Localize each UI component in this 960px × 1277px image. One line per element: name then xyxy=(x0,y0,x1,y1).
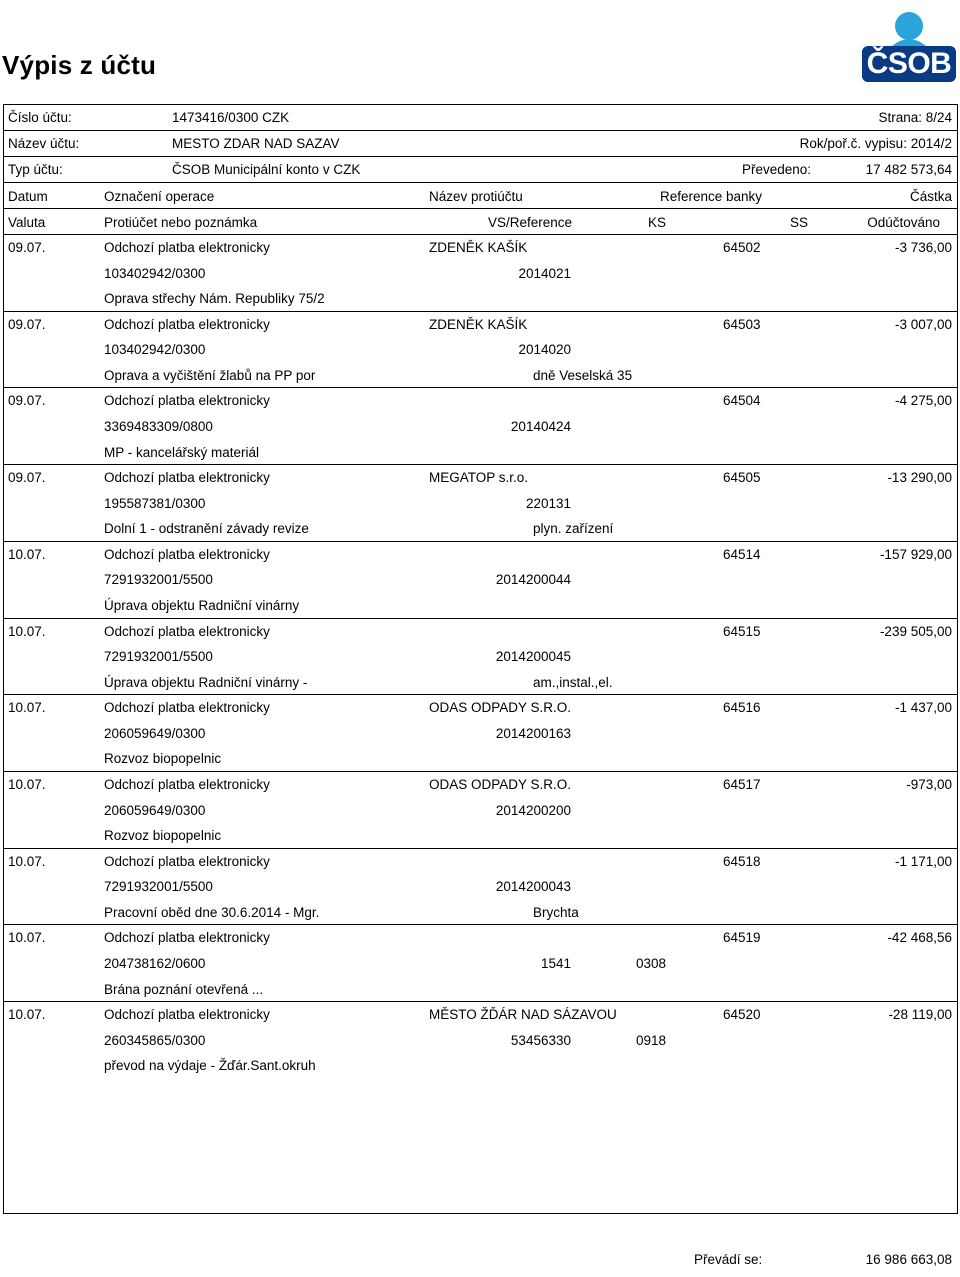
col-vs-ref: VS/Reference xyxy=(488,215,573,230)
divider xyxy=(3,924,958,925)
divider xyxy=(3,130,958,131)
tx-vs: 20140424 xyxy=(510,419,571,434)
tx-counterparty: ZDENĚK KAŠÍK xyxy=(429,240,528,255)
account-type: ČSOB Municipální konto v CZK xyxy=(172,162,361,177)
carried-label: Převedeno: xyxy=(742,162,812,177)
tx-bank-ref: 64520 xyxy=(723,1007,761,1022)
tx-bank-ref: 64502 xyxy=(723,240,761,255)
col-settled: Odúčtováno xyxy=(867,215,940,230)
tx-operation: Odchozí platba elektronicky xyxy=(104,853,270,869)
tx-vs: 1541 xyxy=(540,955,571,971)
statement-number: Rok/poř.č. vypisu: 2014/2 xyxy=(799,136,952,151)
tx-counterparty: MĚSTO ŽĎÁR NAD SÁZAVOU xyxy=(429,1007,617,1022)
logo-wordmark: ČSOB xyxy=(862,46,956,82)
carried-value: 17 482 573,64 xyxy=(865,162,952,177)
divider xyxy=(3,156,958,157)
tx-amount: -157 929,00 xyxy=(879,546,952,562)
tx-vs: 220131 xyxy=(525,495,571,511)
tx-bank-ref: 64514 xyxy=(723,546,761,562)
tx-counteraccount: 7291932001/5500 xyxy=(104,572,213,588)
tx-bank-ref: 64504 xyxy=(723,393,761,409)
divider xyxy=(3,234,958,235)
tx-date: 10.07. xyxy=(8,546,46,562)
tx-note-continued: plyn. zařízení xyxy=(533,521,614,537)
tx-bank-ref: 64505 xyxy=(723,470,761,486)
col-value-date: Valuta xyxy=(8,215,46,230)
col-ss: SS xyxy=(790,215,809,230)
tx-note: Rozvoz biopopelnic xyxy=(104,751,222,767)
tx-counteraccount: 3369483309/0800 xyxy=(104,419,213,434)
tx-note-continued: Brychta xyxy=(533,904,579,920)
col-date: Datum xyxy=(8,189,48,204)
tx-date: 09.07. xyxy=(8,470,46,486)
divider xyxy=(3,541,958,542)
tx-date: 10.07. xyxy=(8,623,46,639)
divider xyxy=(3,618,958,619)
tx-date: 09.07. xyxy=(8,393,46,409)
tx-date: 10.07. xyxy=(8,853,46,869)
tx-counteraccount: 204738162/0600 xyxy=(104,955,206,971)
tx-counteraccount: 7291932001/5500 xyxy=(104,879,213,895)
tx-note: Dolní 1 - odstranění závady revize xyxy=(104,521,309,537)
tx-date: 10.07. xyxy=(8,930,46,946)
page-title: Výpis z účtu xyxy=(2,50,157,80)
tx-bank-ref: 64515 xyxy=(723,623,761,639)
tx-date: 10.07. xyxy=(8,700,46,716)
tx-ks: 0918 xyxy=(636,1032,667,1048)
tx-counteraccount: 103402942/0300 xyxy=(104,265,206,281)
tx-bank-ref: 64519 xyxy=(723,930,761,946)
carry-label: Převádí se: xyxy=(694,1252,763,1267)
tx-amount: -28 119,00 xyxy=(888,1007,952,1022)
account-name: MESTO ZDAR NAD SAZAV xyxy=(172,136,340,151)
tx-counteraccount: 103402942/0300 xyxy=(104,342,206,358)
tx-note: Úprava objektu Radniční vinárny - xyxy=(104,674,308,690)
col-counterparty: Název protiúčtu xyxy=(429,189,523,204)
divider xyxy=(3,208,958,209)
tx-bank-ref: 64503 xyxy=(723,316,761,332)
tx-vs: 2014200200 xyxy=(495,802,571,818)
tx-note: MP - kancelářský materiál xyxy=(104,444,260,460)
divider xyxy=(3,771,958,772)
tx-vs: 2014021 xyxy=(518,265,571,281)
tx-counteraccount: 206059649/0300 xyxy=(104,725,206,741)
tx-note-continued: dně Veselská 35 xyxy=(533,367,633,383)
col-counteraccount: Protiúčet nebo poznámka xyxy=(104,215,258,230)
tx-date: 09.07. xyxy=(8,240,46,255)
tx-amount: -3 007,00 xyxy=(894,316,952,332)
tx-bank-ref: 64516 xyxy=(723,700,761,716)
tx-vs: 2014200044 xyxy=(495,572,571,588)
tx-operation: Odchozí platba elektronicky xyxy=(104,1007,270,1022)
logo-emblem-icon xyxy=(862,6,956,50)
tx-note: převod na výdaje - Žďár.Sant.okruh xyxy=(104,1058,316,1074)
tx-note: Pracovní oběd dne 30.6.2014 - Mgr. xyxy=(104,904,320,920)
account-number: 1473416/0300 CZK xyxy=(172,110,290,125)
tx-note: Oprava střechy Nám. Republiky 75/2 xyxy=(104,291,325,307)
tx-vs: 2014200043 xyxy=(495,879,571,895)
tx-operation: Odchozí platba elektronicky xyxy=(104,316,270,332)
tx-vs: 2014200163 xyxy=(495,725,571,741)
tx-date: 09.07. xyxy=(8,316,46,332)
tx-amount: -3 736,00 xyxy=(894,240,952,255)
tx-date: 10.07. xyxy=(8,776,46,792)
tx-operation: Odchozí platba elektronicky xyxy=(104,240,270,255)
tx-amount: -4 275,00 xyxy=(894,393,952,409)
col-amount: Částka xyxy=(909,189,952,204)
tx-operation: Odchozí platba elektronicky xyxy=(104,930,270,946)
tx-note: Rozvoz biopopelnic xyxy=(104,828,222,844)
tx-amount: -239 505,00 xyxy=(879,623,952,639)
divider xyxy=(3,464,958,465)
divider xyxy=(3,1001,958,1002)
tx-amount: -973,00 xyxy=(906,776,952,792)
tx-amount: -13 290,00 xyxy=(887,470,952,486)
tx-counteraccount: 7291932001/5500 xyxy=(104,649,213,665)
tx-vs: 2014200045 xyxy=(495,649,571,665)
tx-counterparty: ZDENĚK KAŠÍK xyxy=(429,316,528,332)
tx-counterparty: ODAS ODPADY S.R.O. xyxy=(429,700,572,716)
tx-operation: Odchozí platba elektronicky xyxy=(104,700,270,716)
tx-ks: 0308 xyxy=(636,955,667,971)
tx-bank-ref: 64518 xyxy=(723,853,761,869)
csob-logo xyxy=(862,6,956,82)
tx-note: Úprava objektu Radniční vinárny xyxy=(104,598,300,613)
tx-amount: -1 437,00 xyxy=(894,700,952,716)
divider xyxy=(3,694,958,695)
tx-vs: 53456330 xyxy=(510,1032,571,1048)
tx-date: 10.07. xyxy=(8,1007,46,1022)
account-type-label: Typ účtu: xyxy=(8,162,63,177)
col-operation: Označení operace xyxy=(104,189,215,204)
account-number-label: Číslo účtu: xyxy=(8,110,72,125)
tx-bank-ref: 64517 xyxy=(723,776,761,792)
tx-operation: Odchozí platba elektronicky xyxy=(104,776,270,792)
divider xyxy=(3,848,958,849)
tx-operation: Odchozí platba elektronicky xyxy=(104,393,270,409)
tx-counterparty: MEGATOP s.r.o. xyxy=(429,470,529,486)
tx-amount: -42 468,56 xyxy=(887,930,952,946)
divider xyxy=(3,311,958,312)
tx-counterparty: ODAS ODPADY S.R.O. xyxy=(429,776,572,792)
tx-vs: 2014020 xyxy=(518,342,571,358)
divider xyxy=(3,387,958,388)
account-name-label: Název účtu: xyxy=(8,136,80,151)
tx-operation: Odchozí platba elektronicky xyxy=(104,623,270,639)
page-number: Strana: 8/24 xyxy=(878,110,952,125)
tx-counteraccount: 195587381/0300 xyxy=(104,495,206,511)
col-ks: KS xyxy=(648,215,667,230)
tx-operation: Odchozí platba elektronicky xyxy=(104,470,270,486)
tx-note-continued: am.,instal.,el. xyxy=(533,674,613,690)
divider xyxy=(3,182,958,183)
tx-note: Oprava a vyčištění žlabů na PP por xyxy=(104,367,316,383)
tx-note: Brána poznání otevřená ... xyxy=(104,981,264,997)
tx-counteraccount: 260345865/0300 xyxy=(104,1032,206,1048)
tx-operation: Odchozí platba elektronicky xyxy=(104,546,270,562)
carry-value: 16 986 663,08 xyxy=(865,1252,952,1267)
tx-amount: -1 171,00 xyxy=(894,853,952,869)
col-bank-ref: Reference banky xyxy=(660,189,763,204)
tx-counteraccount: 206059649/0300 xyxy=(104,802,206,818)
